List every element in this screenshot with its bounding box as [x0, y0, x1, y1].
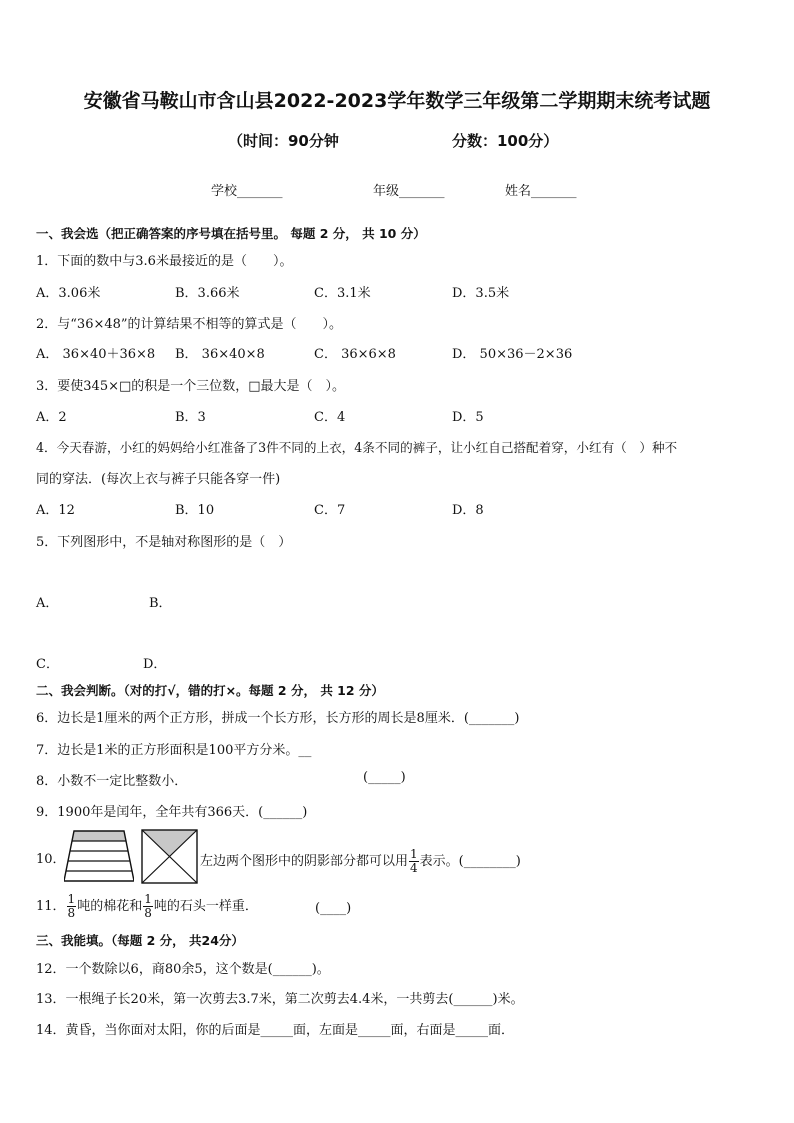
question-1: 1．下面的数中与3.6米最接近的是（ ）。	[36, 254, 293, 269]
section-2-heading: 二、我会判断。（对的打√，错的打×。每题 2 分， 共 12 分）	[36, 683, 384, 698]
question-8: 8．小数不一定比整数小．	[36, 774, 188, 789]
q5-option-a: A．	[36, 596, 59, 611]
square-shaded-triangle	[142, 830, 197, 857]
q1-option-d: D．3.5米	[452, 286, 510, 301]
q10-text-b: 表示。(________)	[419, 854, 521, 869]
question-6: 6．边长是1厘米的两个正方形，拼成一个长方形，长方形的周长是8厘米．(_______)	[36, 711, 520, 726]
q10-text-a: 左边两个图形中的阴影部分都可以用	[200, 854, 409, 869]
q3-option-d: D．5	[452, 410, 484, 425]
q4-option-a: A．12	[36, 503, 75, 518]
q11-fraction-2: $\frac{1}{8}$	[144, 892, 152, 920]
question-13: 13．一根绳子长20米，第一次剪去3.7米，第二次剪去4.4米，一共剪去(______)米。	[36, 992, 524, 1007]
question-2: 2．与“36×48”的计算结果不相等的算式是（ ）。	[36, 317, 343, 332]
trapezoid-shaded-band	[72, 831, 127, 841]
name-field: 姓名_______	[505, 184, 577, 199]
q11-fraction-1: $\frac{1}{8}$	[67, 892, 76, 920]
question-5: 5．下列图形中，不是轴对称图形的是（ ）	[36, 535, 292, 550]
q5-option-c: C．	[36, 657, 59, 672]
q4-option-b: B．10	[175, 503, 215, 518]
section-3-heading: 三、我能填。（每题 2 分， 共24分）	[36, 933, 244, 948]
q4-option-c: C．7	[314, 503, 346, 518]
question-9: 9．1900年是闰年，全年共有366天．(______)	[36, 805, 308, 820]
exam-score: 分数：100分）	[452, 132, 559, 150]
question-12: 12．一个数除以6，商80余5，这个数是(______)。	[36, 962, 330, 977]
q1-option-b: B．3.66米	[175, 286, 240, 301]
q1-option-c: C．3.1米	[314, 286, 371, 301]
exam-time: （时间：90分钟	[228, 132, 339, 150]
school-field: 学校_______	[211, 184, 283, 199]
question-4-line-1: 4．今天春游，小红的妈妈给小红准备了3件不同的上衣，4条不同的裤子，让小红自己搭配着穿，小红有（ ）种不	[36, 440, 678, 455]
q3-option-c: C．4	[314, 410, 346, 425]
square-figure	[141, 829, 198, 884]
question-10-number: 10．	[36, 852, 66, 867]
question-3: 3．要使345×□的积是一个三位数，□最大是（ ）。	[36, 379, 346, 394]
question-11-blank: (____)	[315, 901, 352, 916]
section-1-heading: 一、我会选（把正确答案的序号填在括号里。 每题 2 分， 共 10 分）	[36, 226, 426, 241]
q2-option-b: B． 36×40×8	[175, 347, 265, 362]
q4-option-d: D．8	[452, 503, 484, 518]
q11-text-b: 吨的石头一样重．	[153, 899, 258, 914]
question-4-line-2: 同的穿法．(每次上衣与裤子只能各穿一件)	[36, 472, 281, 487]
trapezoid-figure	[64, 829, 134, 883]
q3-option-b: B．3	[175, 410, 206, 425]
q3-option-a: A．2	[36, 410, 67, 425]
q11-number: 11．	[36, 899, 66, 914]
q5-option-b: B．	[149, 596, 172, 611]
question-7: 7．边长是1米的正方形面积是100平方分米。__	[36, 743, 312, 758]
question-10-text	[200, 848, 521, 875]
q5-option-d: D．	[143, 657, 167, 672]
q2-option-a: A． 36×40＋36×8	[36, 347, 156, 362]
exam-title: 安徽省马鞍山市含山县2022-2023学年数学三年级第二学期期末统考试题	[83, 90, 711, 112]
question-11	[36, 893, 258, 920]
q10-fraction: $\frac{1}{4}$	[410, 847, 418, 875]
q2-option-c: C． 36×6×8	[314, 347, 396, 362]
q11-text-a: 吨的棉花和	[77, 899, 143, 914]
q1-option-a: A．3.06米	[36, 286, 101, 301]
question-14: 14．黄昏，当你面对太阳，你的后面是_____面，左面是_____面，右面是_____面．	[36, 1023, 515, 1038]
question-8-blank: (_____)	[363, 770, 406, 785]
q2-option-d: D． 50×36－2×36	[452, 347, 573, 362]
grade-field: 年级_______	[373, 184, 445, 199]
